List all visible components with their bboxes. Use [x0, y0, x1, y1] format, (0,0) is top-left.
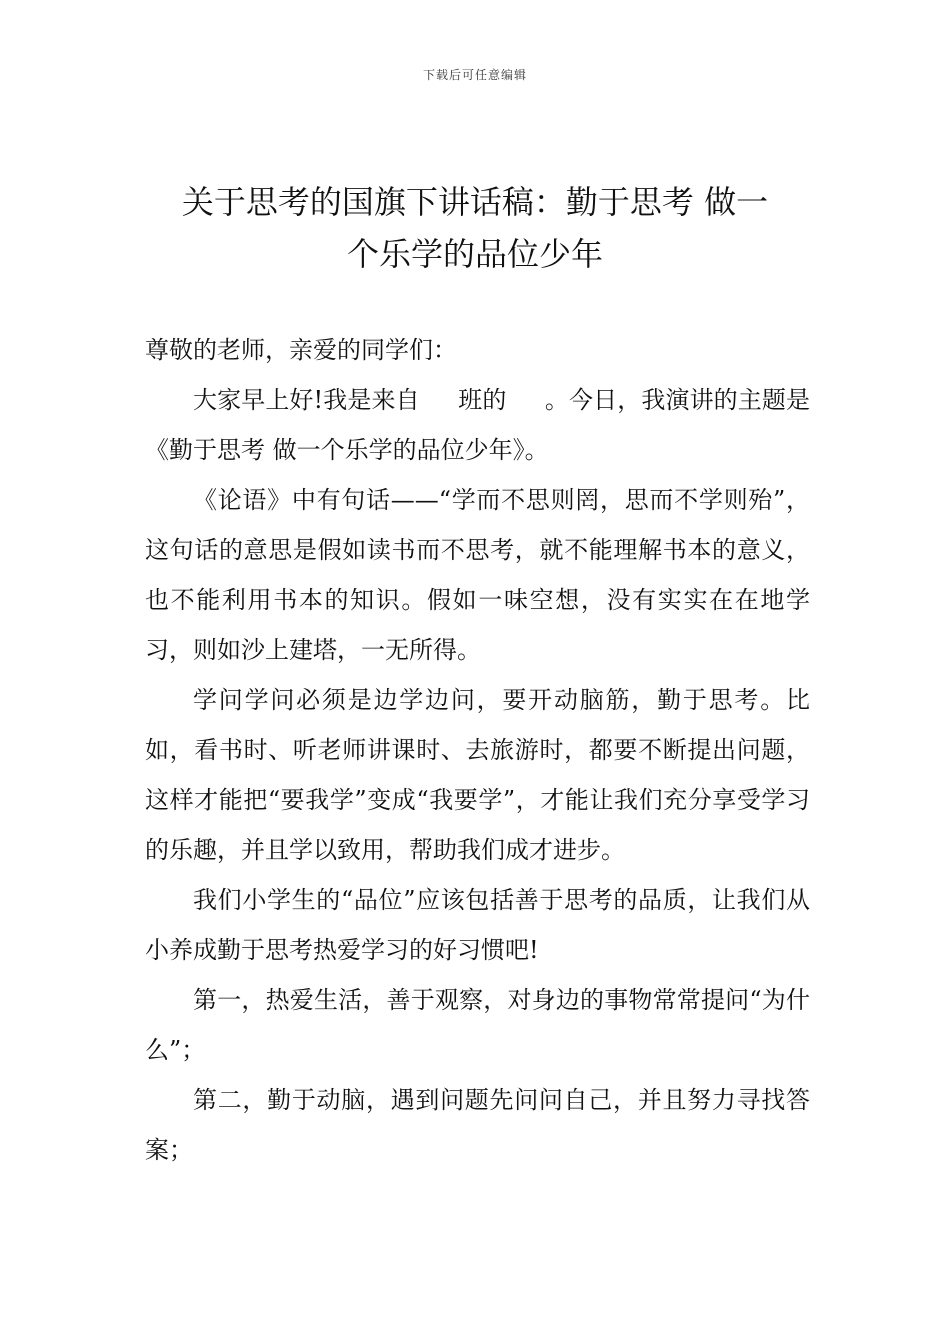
paragraph-learning: 学问学问必须是边学边问，要开动脑筋，勤于思考。比如，看书时、听老师讲课时、去旅游时，都要不断提出问题，这样才能把“要我学”变成“我要学”，才能让我们充分享受学习的乐趣，并且学以致用，帮助我们成才进步。 — [145, 686, 810, 864]
greeting-part-a: 大家早上好!我是来自 — [193, 386, 420, 414]
paragraph-quality: 我们小学生的“品位”应该包括善于思考的品质，让我们从小养成勤于思考热爱学习的好习惯吧! — [145, 886, 810, 964]
greeting-part-c: 。今日，我演讲的主题是《勤于思考 做一个乐学的品位少年》。 — [145, 386, 811, 464]
paragraph-analects: 《论语》中有句话——“学而不思则罔，思而不学则殆”，这句话的意思是假如读书而不思考，就不能理解书本的意义，也不能利用书本的知识。假如一味空想，没有实实在在地学习，则如沙上建塔，一无所得。 — [145, 486, 810, 664]
greeting-part-b: 班的 — [458, 386, 507, 414]
title-line-2: 个乐学的品位少年 — [346, 235, 603, 273]
salutation: 尊敬的老师，亲爱的同学们： — [145, 336, 457, 364]
paragraph-first: 第一，热爱生活，善于观察，对身边的事物常常提问“为什么”； — [145, 986, 810, 1064]
page-title — [120, 176, 830, 280]
title-line-1: 关于思考的国旗下讲话稿：勤于思考 做一 — [181, 183, 769, 221]
paragraph-second: 第二，勤于动脑，遇到问题先问问自己，并且努力寻找答案； — [145, 1086, 810, 1164]
paragraph-greeting — [145, 375, 810, 475]
header-note: 下载后可任意编辑 — [422, 68, 527, 82]
speech-body — [145, 325, 810, 1175]
